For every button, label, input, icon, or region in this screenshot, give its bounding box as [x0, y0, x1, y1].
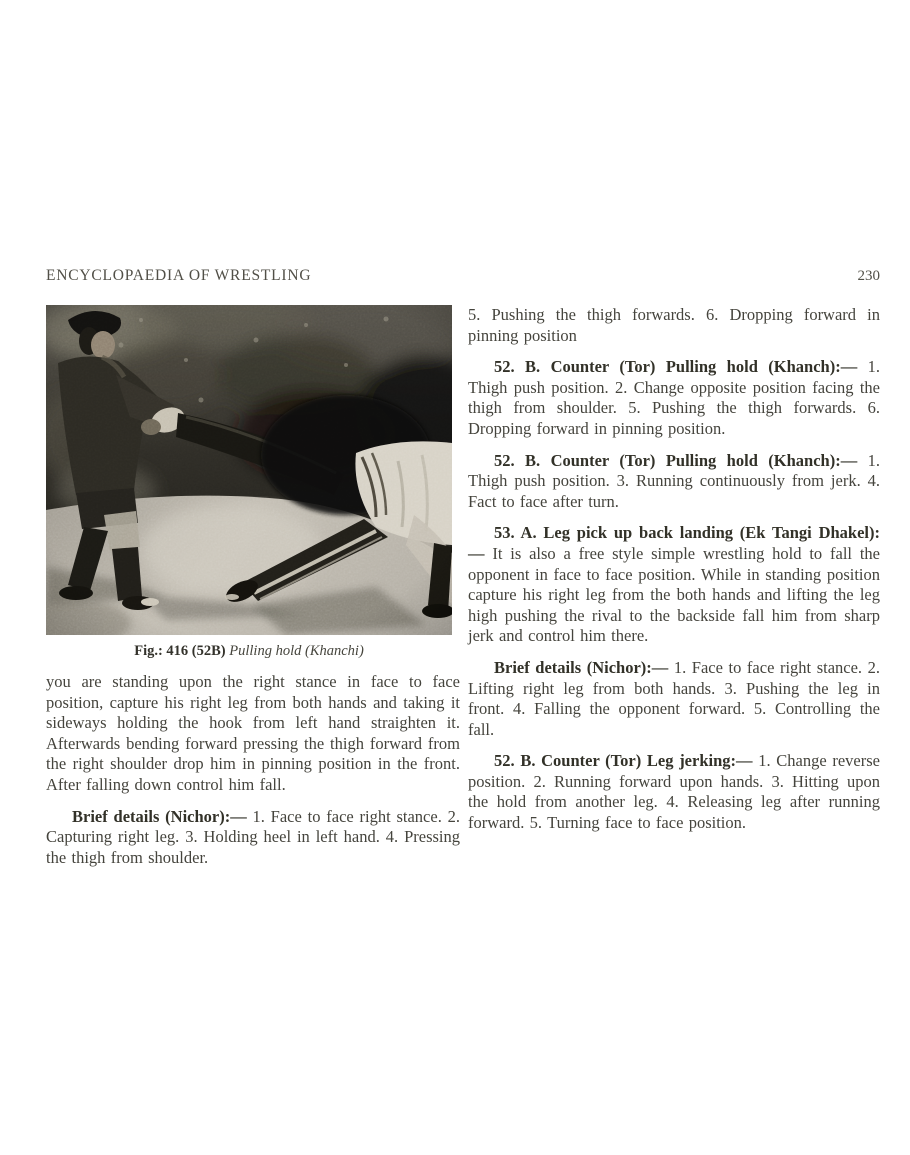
page-header [46, 267, 880, 285]
body-paragraph [46, 672, 460, 796]
section-heading: 53. A. Leg pick up back landing (Ek Tangi Dhakel):— [468, 523, 880, 563]
body-paragraph [46, 807, 460, 869]
section-heading: 52. B. Counter (Tor) Pulling hold (Khanch):— [494, 357, 858, 377]
paragraph-text: 1. Thigh push position. 2. Change opposite position facing the thigh from shoulder. 5. Pushing the thigh forwards. 6. Dropping forward in pinning position. [468, 357, 880, 438]
paragraph-lead: Brief details (Nichor):— [72, 806, 247, 826]
figure-caption-title: Pulling hold (Khanchi) [229, 643, 364, 659]
body-paragraph [468, 305, 880, 346]
page-number: 230 [857, 268, 880, 284]
paragraph-text: 1. Change reverse position. 2. Running forward upon hands. 3. Hitting upon the hold from another leg. 4. Releasing leg after running forward. 5. Turning face to face position. [468, 751, 880, 833]
section-heading: 52. B. Counter (Tor) Leg jerking:— [494, 751, 753, 771]
section-paragraph [468, 357, 880, 439]
figure-caption [46, 643, 452, 660]
left-column [46, 305, 460, 879]
paragraph-text: 1. Face to face right stance. 2. Lifting right leg from both hands. 3. Pushing the leg in front. 4. Falling the opponent forward. 5. Controlling the fall. [468, 657, 880, 739]
section-paragraph [468, 523, 880, 647]
paragraph-text: 1. Face to face right stance. 2. Capturing right leg. 3. Holding heel in left hand. 4. Pressing the thigh from shoulder. [46, 806, 460, 867]
paragraph-text: 5. Pushing the thigh forwards. 6. Dropping forward in pinning position [468, 305, 880, 345]
wrestling-photo-illustration [46, 305, 452, 635]
section-heading: 52. B. Counter (Tor) Pulling hold (Khanch):— [494, 450, 858, 470]
section-paragraph [468, 751, 880, 833]
section-heading: Brief details (Nichor):— [494, 657, 669, 677]
section-paragraph [468, 658, 880, 740]
running-title: ENCYCLOPAEDIA OF WRESTLING [46, 267, 312, 284]
paragraph-text: It is also a free style simple wrestling hold to fall the opponent in face to face position. While in standing position capture his right leg from the both hands and lifting the leg high pushing the rival to the backside fall him from sharp jerk and control him there. [468, 543, 880, 646]
wrestling-photo [46, 305, 452, 635]
paragraph-text: you are standing upon the right stance in face to face position, capture his right leg from both hands and taking it sideways holding the hook from left hand straighten it. Afterwards bending forward pressing the thigh forward from the right shoulder drop him in pinning position in the front. After falling down control him fall. [46, 672, 460, 794]
paragraph-text: 1. Thigh push position. 3. Running continuously from jerk. 4. Fact to face after turn. [468, 450, 880, 511]
wrestling-figure [46, 305, 452, 660]
figure-caption-number: Fig.: 416 (52B) [134, 643, 226, 659]
section-paragraph [468, 451, 880, 513]
right-column [468, 305, 880, 845]
